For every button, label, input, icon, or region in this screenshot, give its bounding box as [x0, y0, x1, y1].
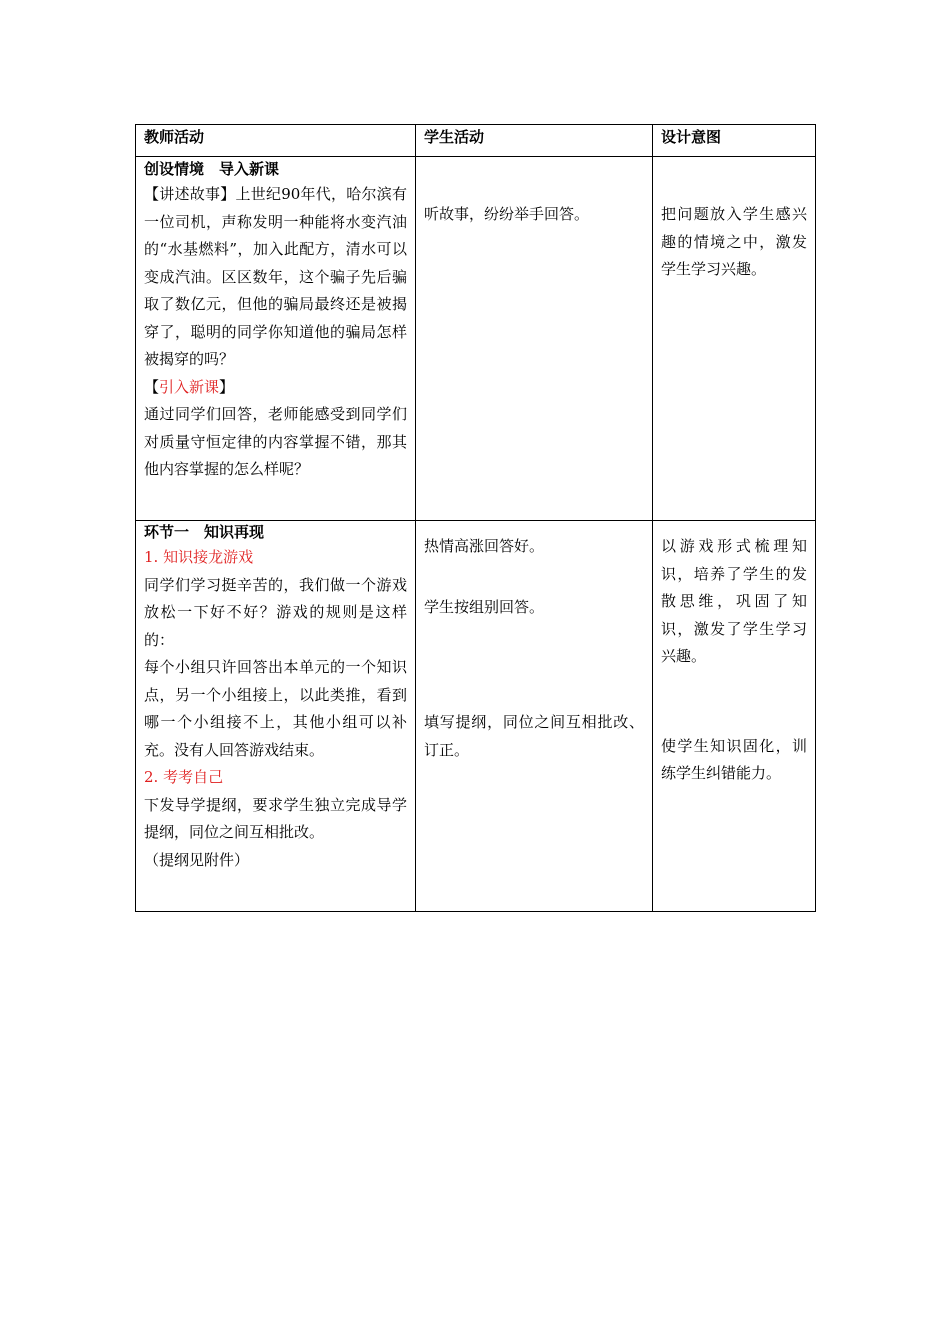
- intro-text: 通过同学们回答，老师能感受到同学们对质量守恒定律的内容掌握不错，那其他内容掌握的怎么样呢？: [144, 405, 407, 478]
- item2-note: （提纲见附件）: [144, 850, 250, 869]
- intro-label: 引入新课: [159, 377, 220, 396]
- item2-label: 2. 考考自己: [144, 768, 224, 786]
- section1-intent-cell: [653, 157, 816, 521]
- section2-title: 环节一 知识再现: [144, 523, 265, 541]
- header-row: [136, 125, 816, 157]
- story-text: 上世纪90年代，哈尔滨有一位司机，声称发明一种能将水变汽油的“水基燃料”，加入此配方，清水可以变成汽油。区区数年，这个骗子先后骗取了数亿元，但他的骗局最终还是被揭穿了，聪明的同学你知道他的骗局怎样被揭穿的吗？: [144, 185, 407, 368]
- item2-text: 下发导学提纲，要求学生独立完成导学提纲，同位之间互相批改。: [144, 795, 407, 841]
- section1-teacher-cell: [136, 157, 416, 521]
- header-teacher-activity: 教师活动: [136, 125, 416, 157]
- section2-teacher-cell: [136, 521, 416, 912]
- intro-bracket-close: 】: [219, 377, 235, 396]
- section1-title: 创设情境 导入新课: [144, 160, 280, 178]
- section2-intent-text1: 以游戏形式梳理知识，培养了学生的发散思维，巩固了知识，激发了学生学习兴趣。: [661, 537, 807, 665]
- lesson-plan-table: [135, 124, 816, 912]
- section2-student-cell: [416, 521, 653, 912]
- section2-intent-text2: 使学生知识固化，训练学生纠错能力。: [661, 736, 807, 782]
- item1-label: 1. 知识接龙游戏: [144, 548, 254, 566]
- section2-student-text3: 填写提纲，同位之间互相批改、订正。: [424, 713, 644, 759]
- section2-student-text1: 热情高涨回答好。: [424, 537, 545, 555]
- section2-row: [136, 521, 816, 912]
- section1-row: [136, 157, 816, 521]
- section1-intent-text: 把问题放入学生感兴趣的情境之中，激发学生学习兴趣。: [661, 205, 807, 278]
- section1-student-cell: [416, 157, 653, 521]
- item1-text2: 每个小组只许回答出本单元的一个知识点，另一个小组接上，以此类推，看到哪一个小组接不上，其他小组可以补充。没有人回答游戏结束。: [144, 658, 407, 759]
- intro-bracket-open: 【: [144, 377, 160, 396]
- header-design-intent: 设计意图: [653, 125, 816, 157]
- section1-story: [144, 181, 407, 374]
- section2-intent-cell: [653, 521, 816, 912]
- section2-student-text2: 学生按组别回答。: [424, 597, 545, 616]
- intro-heading: [144, 374, 407, 402]
- header-student-activity: 学生活动: [416, 125, 653, 157]
- story-tag: 【讲述故事】: [144, 185, 236, 203]
- section1-student-text: 听故事，纷纷举手回答。: [424, 205, 590, 223]
- item1-text1: 同学们学习挺辛苦的，我们做一个游戏放松一下好不好？游戏的规则是这样的：: [144, 575, 407, 649]
